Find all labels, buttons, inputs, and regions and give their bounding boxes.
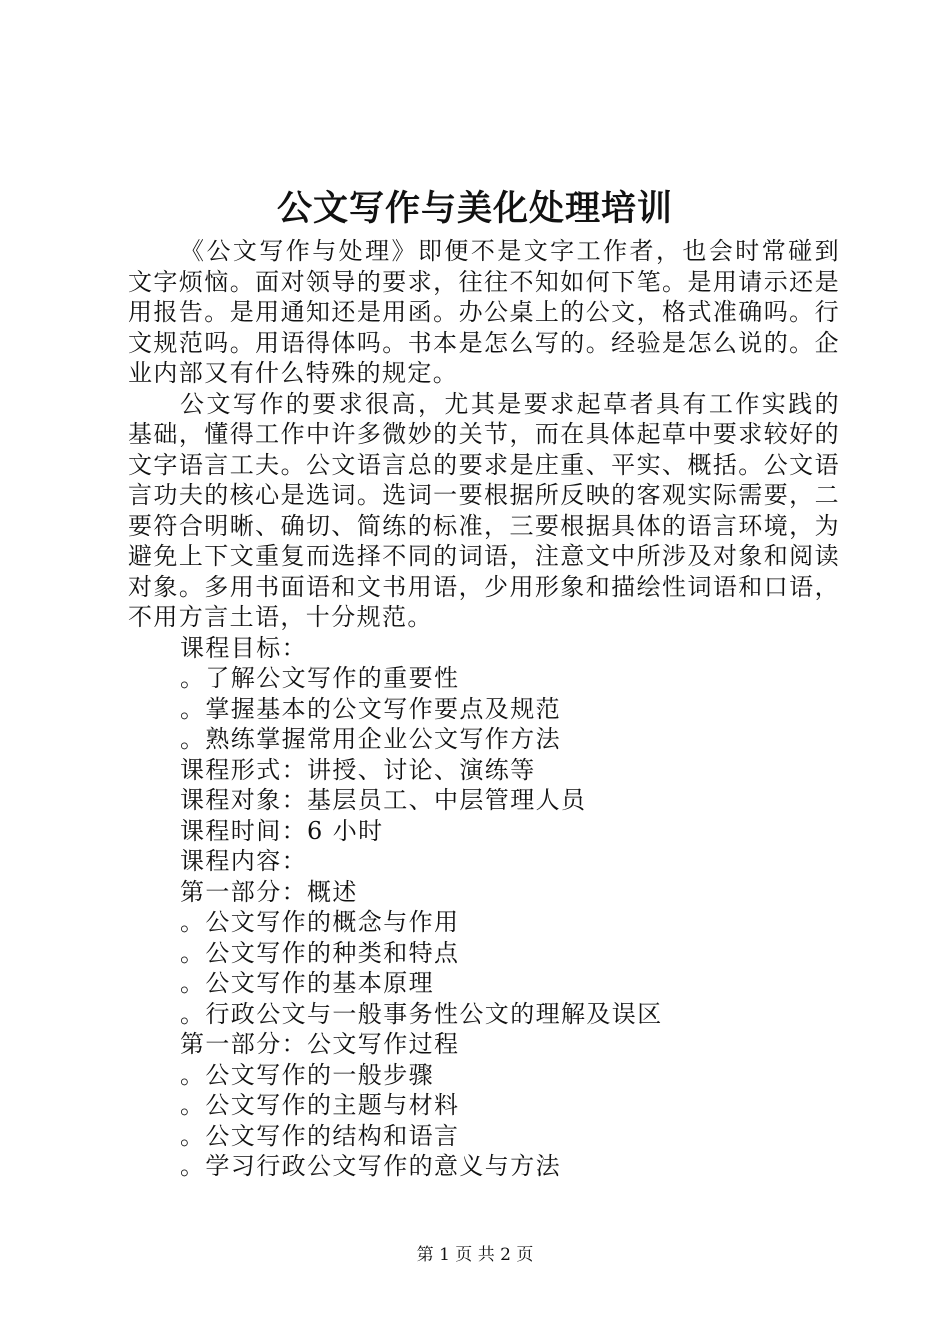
list-item: 。掌握基本的公文写作要点及规范 <box>180 694 561 723</box>
section-heading-process: 第一部分：公文写作过程 <box>180 1030 460 1058</box>
requirements-paragraph: 公文写作的要求很高，尤其是要求起草者具有工作实践的基础，懂得工作中许多微妙的关节，而在具体起草中要求较好的文字语言工夫。公文语言总的要求是庄重、平实、概括。公文语言功夫的核心是选词。选词一要根据所反映的客观实际需要，二要符合明晰、确切、简练的标准，三要根据具体的语言环境，为避免上下文重复而选择不同的词语，注意文中所涉及对象和阅读对象。多用书面语和文书用语，少用形象和描绘性词语和口语，不用方言土语，十分规范。 <box>128 389 840 631</box>
intro-paragraph: 《公文写作与处理》即便不是文字工作者，也会时常碰到文字烦恼。面对领导的要求，往往不知如何下笔。是用请示还是用报告。是用通知还是用函。办公桌上的公文，格式准确吗。行文规范吗。用语得体吗。书本是怎么写的。经验是怎么说的。企业内部又有什么特殊的规定。 <box>128 237 840 387</box>
course-goals-heading: 课程目标： <box>180 633 307 662</box>
page-footer: 第 1 页 共 2 页 <box>416 1245 534 1265</box>
course-format: 课程形式：讲授、讨论、演练等 <box>180 755 536 784</box>
list-item: 。行政公文与一般事务性公文的理解及误区 <box>180 999 663 1028</box>
list-item: 。公文写作的种类和特点 <box>180 938 460 967</box>
page-title: 公文写作与美化处理培训 <box>276 188 673 229</box>
course-duration: 课程时间：6 小时 <box>180 816 384 845</box>
list-item: 。了解公文写作的重要性 <box>180 664 460 692</box>
list-item: 。公文写作的基本原理 <box>180 969 434 997</box>
section-heading-overview: 第一部分：概述 <box>180 877 358 906</box>
list-item: 。公文写作的概念与作用 <box>180 908 460 936</box>
list-item: 。熟练掌握常用企业公文写作方法 <box>180 725 561 753</box>
list-item: 。学习行政公文写作的意义与方法 <box>180 1152 561 1180</box>
course-content-heading: 课程内容： <box>180 847 307 875</box>
list-item: 。公文写作的结构和语言 <box>180 1121 460 1150</box>
list-item: 。公文写作的一般步骤 <box>180 1060 434 1089</box>
course-audience: 课程对象：基层员工、中层管理人员 <box>180 786 587 814</box>
document-body <box>128 236 840 1182</box>
list-item: 。公文写作的主题与材料 <box>180 1091 460 1119</box>
